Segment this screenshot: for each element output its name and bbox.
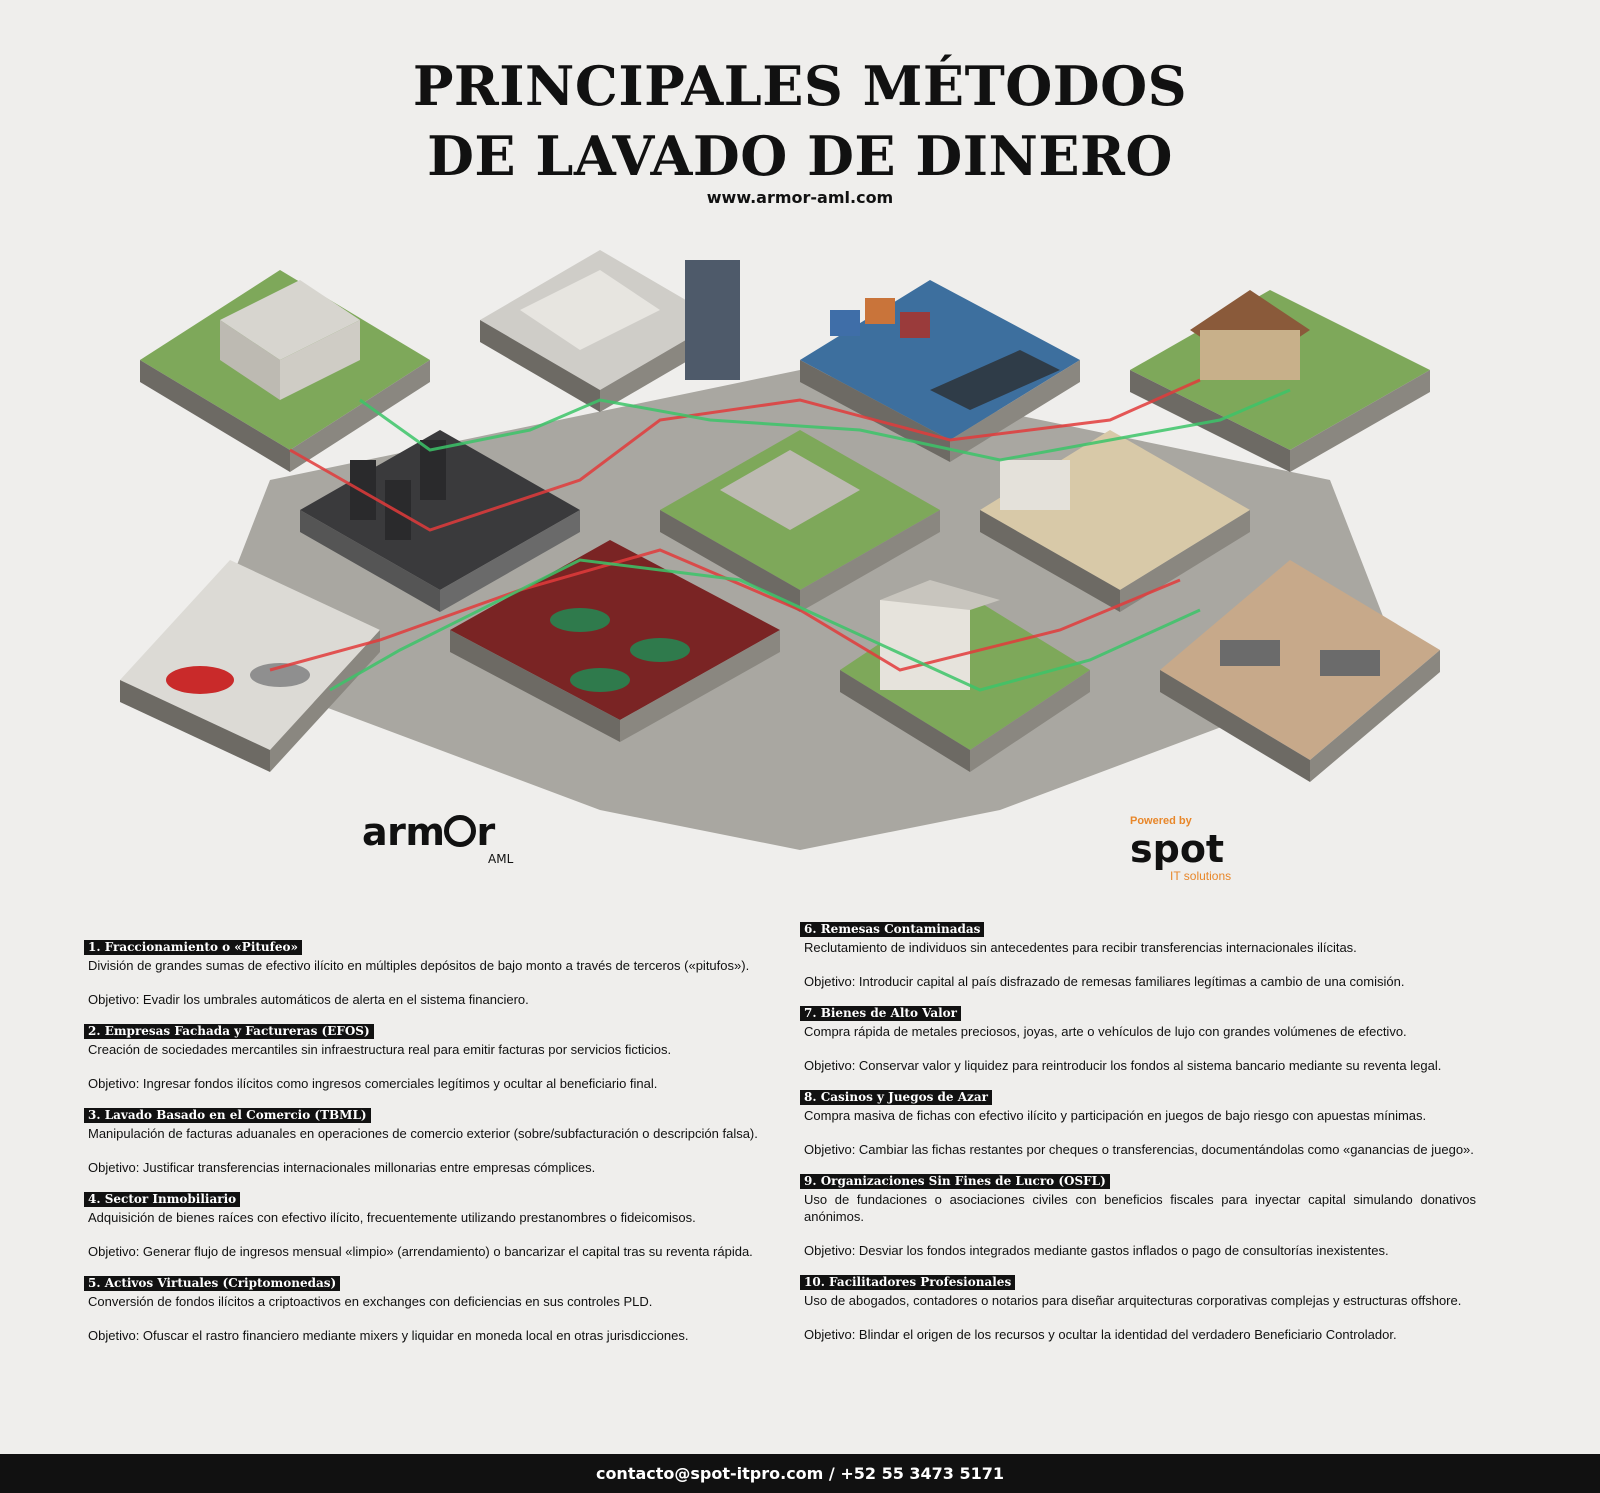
method-objective: Objetivo: Cambiar las fichas restantes por cheques o transferencias, documentándolas como «ganancias de juego».	[804, 1142, 1474, 1157]
method-objective: Objetivo: Desviar los fondos integrados mediante gastos inflados o pago de consultorías inexistentes.	[804, 1243, 1389, 1258]
method-title: 7. Bienes de Alto Valor	[800, 1006, 961, 1021]
method-title: 4. Sector Inmobiliario	[84, 1192, 240, 1207]
method-description: Compra rápida de metales preciosos, joyas, arte o vehículos de lujo con grandes volúmenes de efectivo.	[804, 1024, 1407, 1039]
method-objective: Objetivo: Blindar el origen de los recursos y ocultar la identidad del verdadero Beneficiario Controlador.	[804, 1327, 1397, 1342]
method-item	[84, 938, 760, 1008]
methods-column-right	[800, 920, 1476, 1357]
method-objective: Objetivo: Generar flujo de ingresos mensual «limpio» (arrendamiento) o bancarizar el capital tras su reventa rápida.	[88, 1244, 753, 1259]
method-title: 2. Empresas Fachada y Factureras (EFOS)	[84, 1024, 374, 1039]
method-description: Uso de abogados, contadores o notarios para diseñar arquitecturas corporativas complejas y estructuras offshore.	[804, 1293, 1462, 1308]
contact-footer[interactable]: contacto@spot-itpro.com / +52 55 3473 5171	[0, 1454, 1600, 1493]
method-item	[800, 1172, 1476, 1259]
method-description: Manipulación de facturas aduanales en operaciones de comercio exterior (sobre/subfacturación o descripción falsa).	[88, 1126, 758, 1141]
method-item	[800, 1004, 1476, 1074]
method-description: Compra masiva de fichas con efectivo ilícito y participación en juegos de bajo riesgo con apuestas mínimas.	[804, 1108, 1427, 1123]
method-title: 9. Organizaciones Sin Fines de Lucro (OSFL)	[800, 1174, 1110, 1189]
method-description: División de grandes sumas de efectivo ilícito en múltiples depósitos de bajo monto a través de terceros («pitufos»).	[88, 958, 750, 973]
method-item	[84, 1022, 760, 1092]
method-objective: Objetivo: Justificar transferencias internacionales millonarias entre empresas cómplices.	[88, 1160, 596, 1175]
tile-real-estate	[1130, 290, 1430, 472]
method-description: Reclutamiento de individuos sin antecedentes para recibir transferencias internacionales ilícitas.	[804, 940, 1357, 955]
method-description: Uso de fundaciones o asociaciones civiles con beneficios fiscales para inyectar capital simulando donativos anónimos.	[804, 1192, 1476, 1224]
method-item	[84, 1190, 760, 1260]
page-title-line-2: DE LAVADO DE DINERO	[427, 124, 1173, 188]
method-item	[800, 1088, 1476, 1158]
spot-logo: Powered by spot IT solutions	[1130, 815, 1232, 883]
method-item	[84, 1274, 760, 1344]
method-title: 1. Fraccionamiento o «Pitufeo»	[84, 940, 302, 955]
armor-aml-logo: arm r AML	[362, 810, 514, 866]
method-description: Creación de sociedades mercantiles sin infraestructura real para emitir facturas por servicios ficticios.	[88, 1042, 672, 1057]
isometric-city-illustration	[100, 250, 1500, 890]
tile-bank	[140, 270, 430, 472]
method-title: 5. Activos Virtuales (Criptomonedas)	[84, 1276, 340, 1291]
methods-column-left	[84, 938, 760, 1358]
method-item	[800, 1273, 1476, 1343]
method-objective: Objetivo: Evadir los umbrales automáticos de alerta en el sistema financiero.	[88, 992, 529, 1007]
tile-front-company	[480, 250, 740, 412]
page-title-line-1: PRINCIPALES MÉTODOS	[412, 54, 1188, 118]
method-item	[800, 920, 1476, 990]
method-title: 6. Remesas Contaminadas	[800, 922, 984, 937]
logo-ring-icon	[444, 815, 476, 847]
method-objective: Objetivo: Ingresar fondos ilícitos como ingresos comerciales legítimos y ocultar al beneficiario final.	[88, 1076, 658, 1091]
method-objective: Objetivo: Introducir capital al país disfrazado de remesas familiares legítimas a cambio de una comisión.	[804, 974, 1405, 989]
method-title: 10. Facilitadores Profesionales	[800, 1275, 1015, 1290]
website-link[interactable]: www.armor-aml.com	[706, 188, 894, 207]
method-objective: Objetivo: Conservar valor y liquidez para reintroducir los fondos al sistema bancario mediante su reventa legal.	[804, 1058, 1442, 1073]
method-title: 8. Casinos y Juegos de Azar	[800, 1090, 992, 1105]
method-item	[84, 1106, 760, 1176]
method-description: Conversión de fondos ilícitos a criptoactivos en exchanges con deficiencias en sus controles PLD.	[88, 1294, 653, 1309]
method-title: 3. Lavado Basado en el Comercio (TBML)	[84, 1108, 371, 1123]
method-description: Adquisición de bienes raíces con efectivo ilícito, frecuentemente utilizando prestanombres o fideicomisos.	[88, 1210, 696, 1225]
method-objective: Objetivo: Ofuscar el rastro financiero mediante mixers y liquidar en moneda local en otras jurisdicciones.	[88, 1328, 689, 1343]
